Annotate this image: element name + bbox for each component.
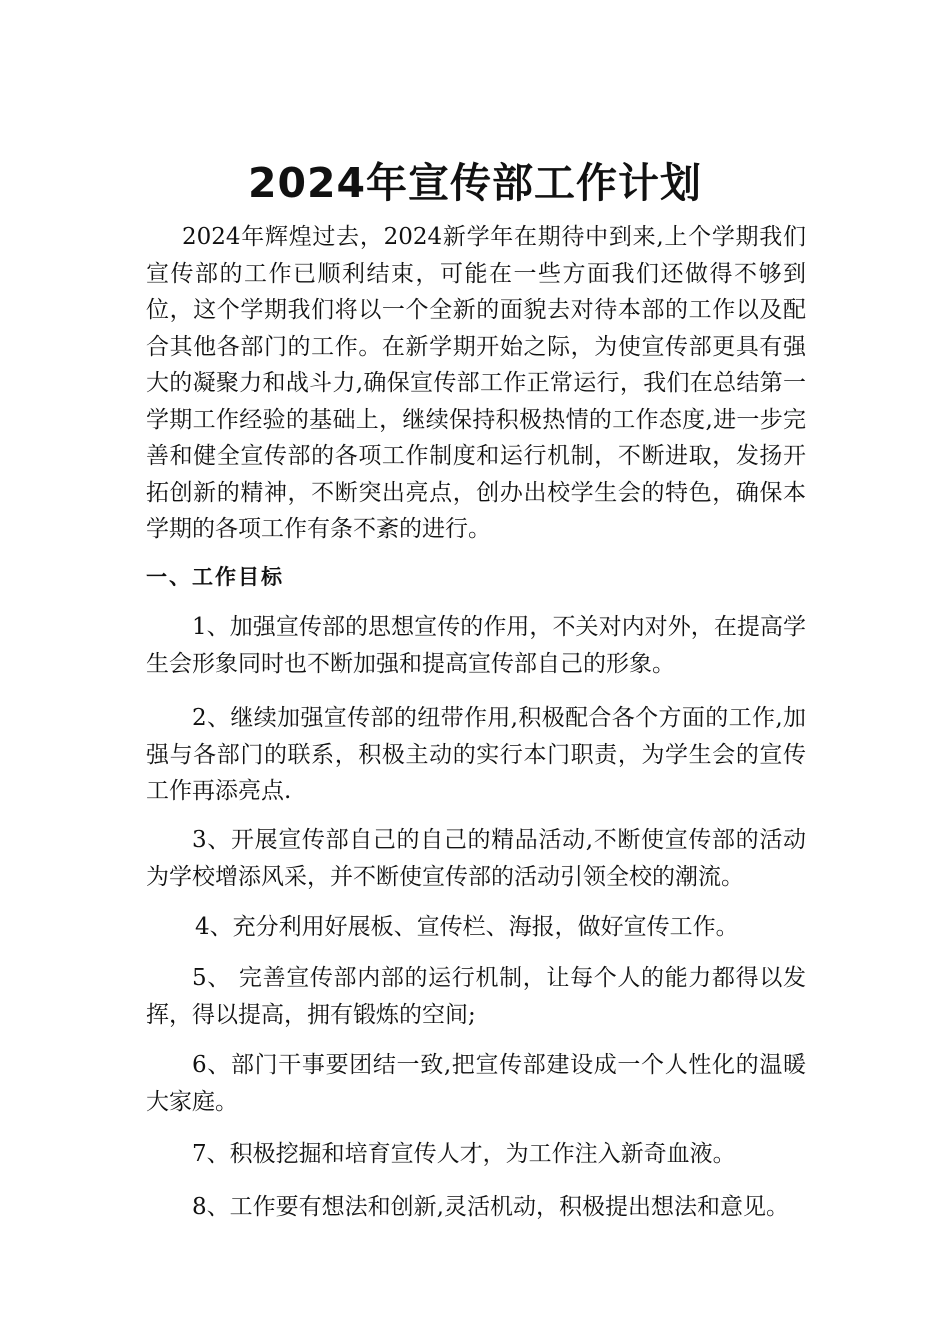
intro-paragraph: 2024年辉煌过去，2024新学年在期待中到来,上个学期我们宣传部的工作已顺利结束，可能在一些方面我们还做得不够到位，这个学期我们将以一个全新的面貌去对待本部的工作以及配合其他各部门的工作。在新学期开始之际，为使宣传部更具有强大的凝聚力和战斗力,确保宣传部工作正常运行，我们在总结第一学期工作经验的基础上，继续保持积极热情的工作态度,进一步完善和健全宣传部的各项工作制度和运行机制，不断进取，发扬开拓创新的精神，不断突出亮点，创办出校学生会的特色，确保本学期的各项工作有条不紊的进行。 <box>146 224 806 542</box>
goal-item-1: 1、加强宣传部的思想宣传的作用，不关对内对外，在提高学生会形象同时也不断加强和提高宣传部自己的形象。 <box>146 614 806 677</box>
goal-item-8: 8、工作要有想法和创新,灵活机动，积极提出想法和意见。 <box>192 1194 789 1220</box>
goal-item-4: 4、充分利用好展板、宣传栏、海报，做好宣传工作。 <box>195 914 739 940</box>
goal-item-7: 7、积极挖掘和培育宣传人才，为工作注入新奇血液。 <box>192 1141 736 1167</box>
goal-item-3: 3、开展宣传部自己的自己的精品活动,不断使宣传部的活动为学校增添风采，并不断使宣传部的活动引领全校的潮流。 <box>146 827 806 890</box>
document-title: 2024年宣传部工作计划 <box>247 159 703 208</box>
section-heading: 一、工作目标 <box>146 565 284 589</box>
goal-item-5: 5、 完善宣传部内部的运行机制，让每个人的能力都得以发挥，得以提高，拥有锻炼的空间; <box>146 965 806 1028</box>
goal-item-6: 6、部门干事要团结一致,把宣传部建设成一个人性化的温暖大家庭。 <box>146 1052 806 1115</box>
goal-item-2: 2、继续加强宣传部的纽带作用,积极配合各个方面的工作,加强与各部门的联系，积极主动的实行本门职责，为学生会的宣传工作再添亮点. <box>146 705 806 804</box>
